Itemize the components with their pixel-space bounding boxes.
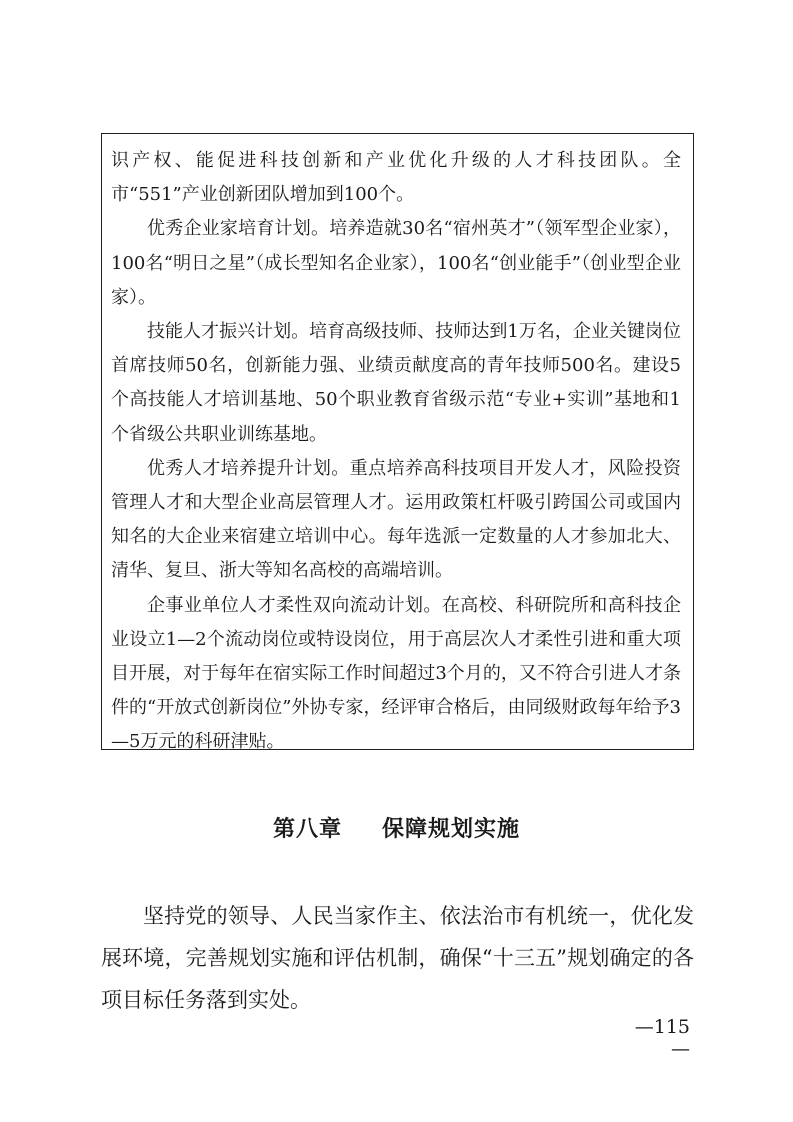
chapter-heading xyxy=(0,812,793,843)
plan-text-box xyxy=(101,133,694,753)
box-paragraph: 识产权、能促进科技创新和产业优化升级的人才科技团队。全市“551”产业创新团队增加到100个。 xyxy=(111,150,681,206)
body-paragraph: 坚持党的领导、人民当家作主、依法治市有机统一，优化发展环境，完善规划实施和评估机制，确保“十三五”规划确定的各项目标任务落到实处。 xyxy=(101,904,694,1012)
chapter-number: 第八章 xyxy=(272,817,342,842)
box-paragraph: 技能人才振兴计划。培育高级技师、技师达到1万名，企业关键岗位首席技师50名，创新能力强、业绩贡献度高的青年技师500名。建设5个高技能人才培训基地、50个职业教育省级示范“专业+实训”基地和1个省级公共职业训练基地。 xyxy=(111,321,681,445)
box-paragraph: 优秀企业家培育计划。培养造就30名“宿州英才”（领军型企业家），100名“明日之星”（成长型知名企业家），100名“创业能手”（创业型企业家）。 xyxy=(111,218,681,308)
box-paragraph: 优秀人才培养提升计划。重点培养高科技项目开发人才，风险投资管理人才和大型企业高层管理人才。运用政策杠杆吸引跨国公司或国内知名的大企业来宿建立培训中心。每年选派一定数量的人才参加北大、清华、复旦、浙大等知名高校的高端培训。 xyxy=(111,457,681,582)
page-number: —115— xyxy=(634,1016,690,1060)
chapter-title: 保障规划实施 xyxy=(382,817,521,842)
box-paragraph: 企事业单位人才柔性双向流动计划。在高校、科研院所和高科技企业设立1—2个流动岗位或特设岗位，用于高层次人才柔性引进和重大项目开展，对于每年在宿实际工作时间超过3个月的，又不符合引进人才条件的“开放式创新岗位”外协专家，经评审合格后，由同级财政每年给予3—5万元的科研津贴。 xyxy=(111,594,681,753)
